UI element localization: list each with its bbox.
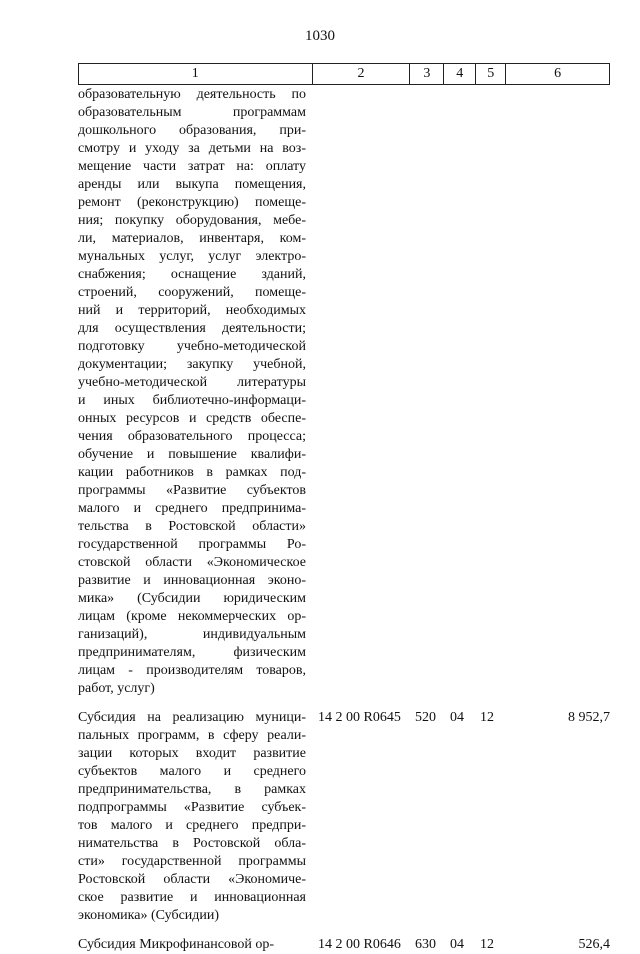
subsection-code: 12: [480, 710, 494, 725]
description-line: чения образовательного процесса;: [78, 429, 306, 444]
description-line: мунальных услуг, услуг электро-: [78, 249, 306, 264]
description-line: лицам - производителям товаров,: [78, 663, 306, 678]
page-number: 1030: [305, 28, 335, 44]
table-row: [78, 709, 610, 925]
expense-type-code: 630: [415, 937, 436, 952]
header-col-1: 1: [79, 64, 313, 84]
description-line: образовательным программам: [78, 105, 306, 120]
description-line: пальных программ, в сферу реали-: [78, 728, 306, 743]
description-line: мика» (Субсидии юридическим: [78, 591, 306, 606]
subsection-code: [476, 86, 506, 698]
description-line: для осуществления деятельности;: [78, 321, 306, 336]
table-header: [78, 63, 610, 85]
table-row: [78, 86, 610, 698]
header-col-5: 5: [476, 64, 506, 84]
description-line: смотру и уходу за детьми на воз-: [78, 141, 306, 156]
subsection-code: 12: [480, 937, 494, 952]
amount-value: 526,4: [578, 937, 610, 952]
description-line: подготовку учебно-методической: [78, 339, 306, 354]
description-line: ганизаций), индивидуальным: [78, 627, 306, 642]
description-line: зации которых входит развитие: [78, 746, 306, 761]
description-line: онных ресурсов и средств обеспе-: [78, 411, 306, 426]
description-line: Субсидия на реализацию муници-: [78, 710, 306, 725]
description-line: документации; закупку учебной,: [78, 357, 306, 372]
description-line: лицам (кроме некоммерческих ор-: [78, 609, 306, 624]
description-line: строений, сооружений, помеще-: [78, 285, 306, 300]
description-line: программы «Развитие субъектов: [78, 483, 306, 498]
section-code: 04: [450, 710, 464, 725]
description-line: ний и территорий, необходимых: [78, 303, 306, 318]
description-line: мещение части затрат на: оплату: [78, 159, 306, 174]
table-row: [78, 936, 610, 954]
description-line: государственной программы Ро-: [78, 537, 306, 552]
target-article-code: 14 2 00 R0645: [318, 710, 401, 725]
section-code: [444, 86, 476, 698]
description-line: работ, услуг): [78, 681, 155, 696]
description-line: тельства в Ростовской области»: [78, 519, 306, 534]
description-line: экономика» (Субсидии): [78, 908, 220, 923]
description-line: аренды или выкупа помещения,: [78, 177, 306, 192]
description-line: обучение и повышение квалифи-: [78, 447, 306, 462]
header-col-3: 3: [410, 64, 444, 84]
description-line: Субсидия Микрофинансовой ор-: [78, 937, 275, 952]
description-line: тов малого и среднего предпри-: [78, 818, 306, 833]
description-line: сти» государственной программы: [78, 854, 306, 869]
description-line: Ростовской области «Экономиче-: [78, 872, 306, 887]
description-line: стовской области «Экономическое: [78, 555, 306, 570]
description-line: образовательную деятельность по: [78, 87, 306, 102]
header-col-4: 4: [444, 64, 476, 84]
description-line: подпрограммы «Развитие субъек-: [78, 800, 306, 815]
table-body: [78, 86, 610, 954]
target-article-code: 14 2 00 R0646: [318, 937, 401, 952]
description-line: предпринимателям, физическим: [78, 645, 306, 660]
amount-value: [506, 86, 610, 698]
header-col-6: 6: [506, 64, 610, 84]
row-description: [78, 86, 312, 698]
header-col-2: 2: [313, 64, 411, 84]
target-article-code: [312, 86, 410, 698]
description-line: кации работников в рамках под-: [78, 465, 306, 480]
description-line: малого и среднего предпринима-: [78, 501, 306, 516]
row-description: [78, 709, 312, 925]
amount-value: 8 952,7: [568, 710, 610, 725]
description-line: дошкольного образования, при-: [78, 123, 306, 138]
expense-type-code: [410, 86, 444, 698]
description-line: и иных библиотечно-информаци-: [78, 393, 306, 408]
section-code: 04: [450, 937, 464, 952]
row-description: [78, 936, 312, 954]
description-line: ремонт (реконструкцию) помеще-: [78, 195, 306, 210]
description-line: снабжения; оснащение зданий,: [78, 267, 306, 282]
description-line: нимательства в Ростовской обла-: [78, 836, 306, 851]
description-line: ское развитие и инновационная: [78, 890, 306, 905]
description-line: развитие и инновационная эконо-: [78, 573, 306, 588]
description-line: учебно-методической литературы: [78, 375, 306, 390]
description-line: ли, материалов, инвентаря, ком-: [78, 231, 306, 246]
expense-type-code: 520: [415, 710, 436, 725]
description-line: предпринимательства, в рамках: [78, 782, 306, 797]
description-line: субъектов малого и среднего: [78, 764, 306, 779]
description-line: ния; покупку оборудования, мебе-: [78, 213, 306, 228]
